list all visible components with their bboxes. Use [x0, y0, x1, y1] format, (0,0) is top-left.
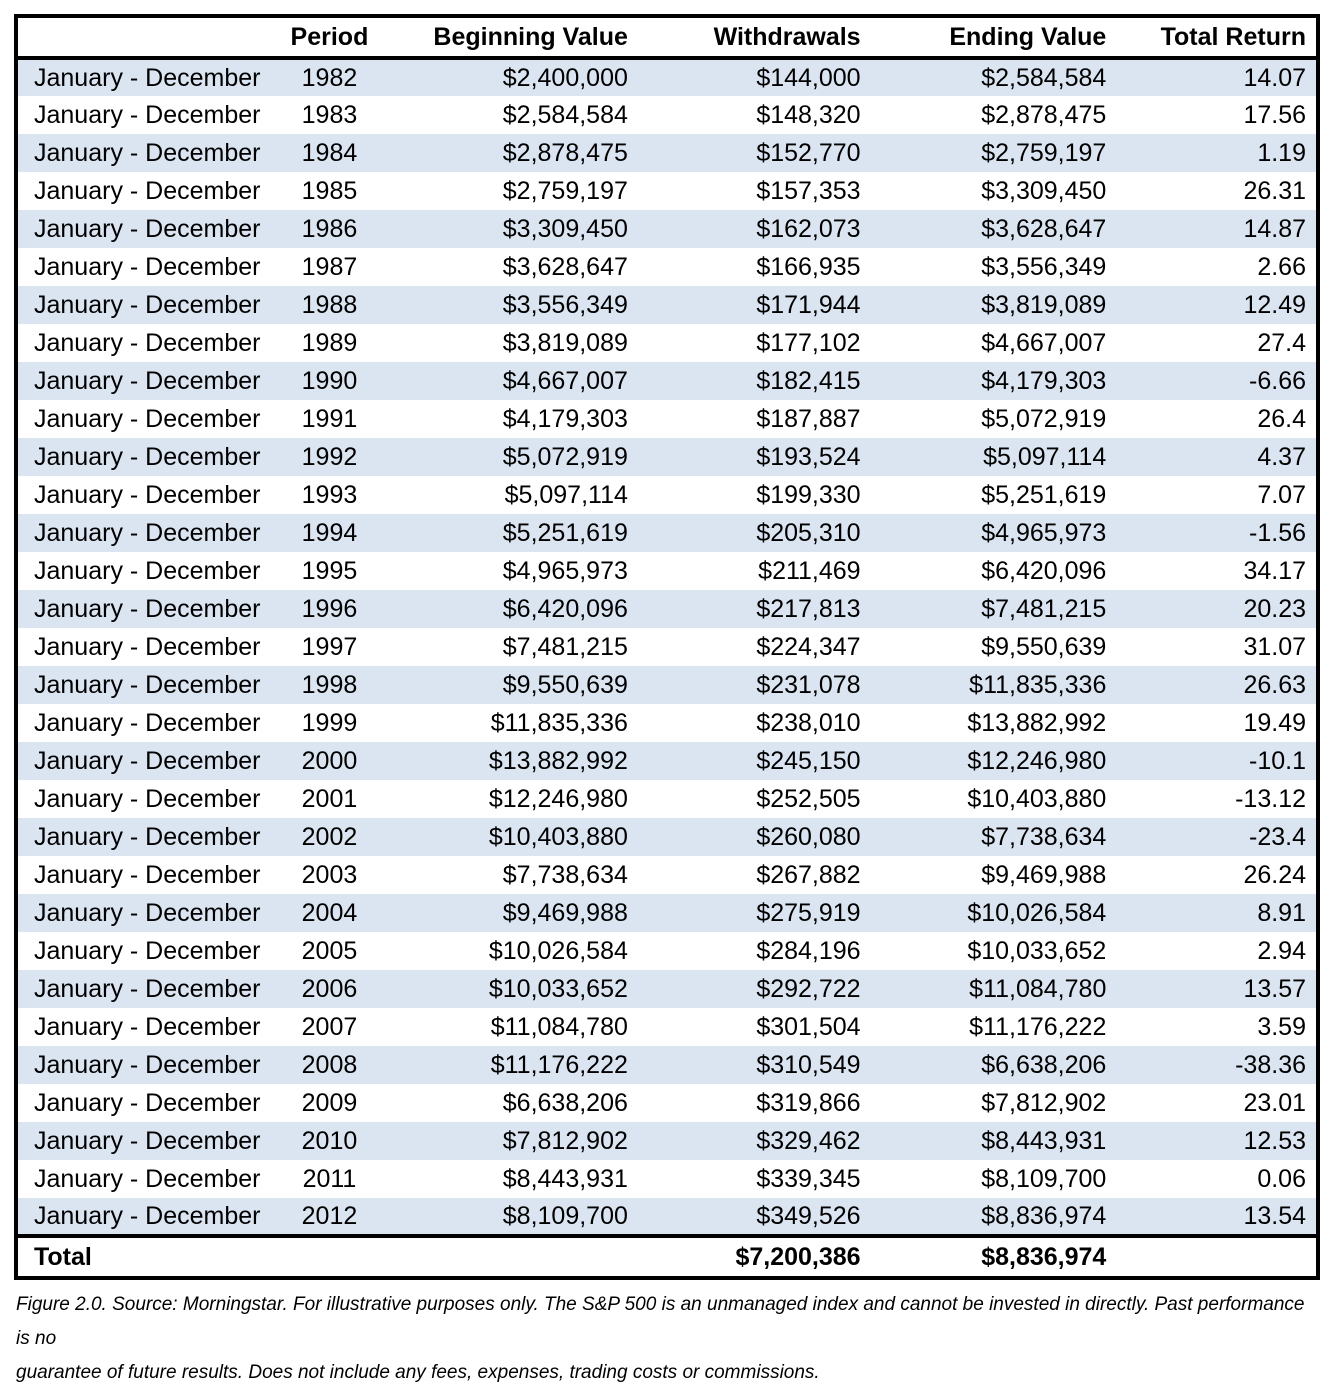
cell-period-label: January - December: [16, 818, 272, 856]
cell-beginning-value: $7,812,902: [387, 1122, 638, 1160]
cell-total-return: 14.87: [1116, 210, 1318, 248]
total-beginning-empty: [387, 1236, 638, 1278]
cell-beginning-value: $10,403,880: [387, 818, 638, 856]
table-row: [16, 1198, 1318, 1236]
cell-ending-value: $4,965,973: [871, 514, 1117, 552]
table-row: [16, 742, 1318, 780]
figure-caption: [16, 1288, 1318, 1389]
table-row: [16, 58, 1318, 96]
cell-beginning-value: $11,176,222: [387, 1046, 638, 1084]
cell-period-label: January - December: [34, 176, 261, 205]
header-ending-value: Ending Value: [871, 16, 1117, 58]
table-footer: [16, 1236, 1318, 1278]
cell-period: 2012: [272, 1198, 387, 1236]
cell-period: 2001: [301, 784, 358, 813]
table-row: [16, 438, 1318, 476]
cell-period-label: January - December: [34, 632, 261, 661]
table-row: [16, 704, 1318, 742]
cell-total-return: 26.4: [1257, 404, 1306, 433]
total-withdrawals: $7,200,386: [638, 1236, 871, 1278]
table-row: [16, 818, 1318, 856]
cell-beginning-value: $2,759,197: [502, 176, 628, 205]
cell-period-label: January - December: [34, 936, 261, 965]
total-row: [16, 1236, 1318, 1278]
cell-beginning-value: $10,026,584: [488, 936, 628, 965]
cell-ending-value: $2,759,197: [871, 134, 1117, 172]
table-row: [16, 286, 1318, 324]
header-empty: [16, 16, 272, 58]
table-row: [16, 96, 1318, 134]
cell-ending-value: $3,309,450: [981, 176, 1107, 205]
cell-period-label: January - December: [16, 970, 272, 1008]
cell-beginning-value: $6,420,096: [387, 590, 638, 628]
table-row: [16, 590, 1318, 628]
cell-withdrawals: $284,196: [756, 936, 861, 965]
cell-total-return: 26.63: [1116, 666, 1318, 704]
cell-ending-value: $9,469,988: [981, 860, 1107, 889]
cell-beginning-value: $2,584,584: [502, 100, 628, 129]
cell-total-return: 3.59: [1257, 1012, 1306, 1041]
cell-period: 1995: [301, 556, 358, 585]
cell-total-return: 17.56: [1243, 100, 1306, 129]
figure-caption-line1: Figure 2.0. Source: Morningstar. For illustrative purposes only. The S&P 500 is an unmanaged index and cannot be invested in directly. Past performance is no: [16, 1294, 1305, 1349]
header-withdrawals: Withdrawals: [638, 16, 871, 58]
cell-period: 2005: [301, 936, 358, 965]
cell-period: 2009: [301, 1088, 358, 1117]
table-row: [16, 210, 1318, 248]
cell-ending-value: $7,738,634: [871, 818, 1117, 856]
table-row: [16, 248, 1318, 286]
cell-period-label: January - December: [16, 362, 272, 400]
cell-beginning-value: $7,481,215: [502, 632, 628, 661]
cell-total-return: -13.12: [1235, 784, 1306, 813]
table-header: [16, 16, 1318, 58]
cell-period-label: January - December: [34, 860, 261, 889]
cell-period-label: January - December: [34, 784, 261, 813]
cell-total-return: 13.54: [1116, 1198, 1318, 1236]
cell-period: 2006: [272, 970, 387, 1008]
cell-withdrawals: $339,345: [756, 1164, 861, 1193]
table-row: [16, 362, 1318, 400]
cell-total-return: -1.56: [1116, 514, 1318, 552]
cell-withdrawals: $152,770: [638, 134, 871, 172]
cell-period: 1994: [272, 514, 387, 552]
cell-period-label: January - December: [34, 708, 261, 737]
cell-beginning-value: $5,251,619: [387, 514, 638, 552]
cell-beginning-value: $4,965,973: [502, 556, 628, 585]
cell-total-return: 26.31: [1243, 176, 1306, 205]
cell-period: 1989: [301, 328, 358, 357]
cell-withdrawals: $217,813: [638, 590, 871, 628]
cell-period-label: January - December: [16, 58, 272, 96]
table-row: [16, 932, 1318, 970]
cell-period: 1990: [272, 362, 387, 400]
cell-period: 1998: [272, 666, 387, 704]
cell-period: 1983: [301, 100, 358, 129]
cell-beginning-value: $9,469,988: [387, 894, 638, 932]
cell-period-label: January - December: [16, 514, 272, 552]
cell-beginning-value: $2,400,000: [387, 58, 638, 96]
cell-beginning-value: $5,072,919: [387, 438, 638, 476]
cell-beginning-value: $2,878,475: [387, 134, 638, 172]
cell-withdrawals: $157,353: [756, 176, 861, 205]
cell-withdrawals: $267,882: [756, 860, 861, 889]
cell-period-label: January - December: [34, 1164, 261, 1193]
cell-period: 2011: [302, 1164, 357, 1193]
cell-total-return: 23.01: [1243, 1088, 1306, 1117]
cell-withdrawals: $177,102: [756, 328, 861, 357]
cell-ending-value: $8,109,700: [981, 1164, 1107, 1193]
cell-period: 1982: [272, 58, 387, 96]
cell-period-label: January - December: [16, 894, 272, 932]
cell-total-return: -6.66: [1116, 362, 1318, 400]
cell-ending-value: $11,835,336: [871, 666, 1117, 704]
table-row: [16, 780, 1318, 818]
cell-total-return: 2.94: [1257, 936, 1306, 965]
cell-total-return: 8.91: [1116, 894, 1318, 932]
cell-total-return: 12.53: [1116, 1122, 1318, 1160]
total-period-empty: [272, 1236, 387, 1278]
cell-total-return: -10.1: [1116, 742, 1318, 780]
cell-period: 2000: [272, 742, 387, 780]
cell-period: 1999: [301, 708, 358, 737]
cell-withdrawals: $224,347: [756, 632, 861, 661]
cell-ending-value: $8,443,931: [871, 1122, 1117, 1160]
table-row: [16, 1122, 1318, 1160]
cell-total-return: 1.19: [1116, 134, 1318, 172]
cell-ending-value: $2,878,475: [981, 100, 1107, 129]
cell-withdrawals: $199,330: [756, 480, 861, 509]
cell-period: 2003: [301, 860, 358, 889]
cell-withdrawals: $148,320: [756, 100, 861, 129]
cell-withdrawals: $260,080: [638, 818, 871, 856]
table-row: [16, 1008, 1318, 1046]
cell-ending-value: $10,403,880: [967, 784, 1107, 813]
table-row: [16, 324, 1318, 362]
cell-total-return: 7.07: [1257, 480, 1306, 509]
cell-ending-value: $6,420,096: [981, 556, 1107, 585]
cell-beginning-value: $8,443,931: [502, 1164, 628, 1193]
cell-ending-value: $3,819,089: [871, 286, 1117, 324]
cell-withdrawals: $252,505: [756, 784, 861, 813]
cell-period-label: January - December: [34, 252, 261, 281]
cell-withdrawals: $275,919: [638, 894, 871, 932]
header-row: [16, 16, 1318, 58]
cell-ending-value: $10,033,652: [967, 936, 1107, 965]
cell-period: 2004: [272, 894, 387, 932]
cell-ending-value: $5,251,619: [981, 480, 1107, 509]
cell-ending-value: $3,556,349: [981, 252, 1107, 281]
table-row: [16, 628, 1318, 666]
cell-period-label: January - December: [16, 742, 272, 780]
table-row: [16, 400, 1318, 438]
table-row: [16, 1046, 1318, 1084]
table-row: [16, 1084, 1318, 1122]
cell-total-return: 20.23: [1116, 590, 1318, 628]
sp500-withdrawals-table: [14, 14, 1320, 1280]
cell-ending-value: $8,836,974: [871, 1198, 1117, 1236]
cell-total-return: 0.06: [1257, 1164, 1306, 1193]
cell-period: 1984: [272, 134, 387, 172]
cell-total-return: -23.4: [1116, 818, 1318, 856]
cell-period-label: January - December: [16, 1198, 272, 1236]
cell-period-label: January - December: [16, 1122, 272, 1160]
cell-beginning-value: $3,556,349: [387, 286, 638, 324]
cell-withdrawals: $162,073: [638, 210, 871, 248]
cell-beginning-value: $9,550,639: [387, 666, 638, 704]
cell-beginning-value: $3,628,647: [502, 252, 628, 281]
cell-ending-value: $11,176,222: [969, 1012, 1107, 1041]
cell-total-return: 31.07: [1243, 632, 1306, 661]
cell-withdrawals: $292,722: [638, 970, 871, 1008]
cell-ending-value: $6,638,206: [871, 1046, 1117, 1084]
table-row: [16, 666, 1318, 704]
cell-withdrawals: $238,010: [756, 708, 861, 737]
cell-total-return: 19.49: [1243, 708, 1306, 737]
cell-total-return: 34.17: [1243, 556, 1306, 585]
cell-withdrawals: $329,462: [638, 1122, 871, 1160]
table-row: [16, 552, 1318, 590]
cell-period-label: January - December: [16, 286, 272, 324]
cell-period: 2002: [272, 818, 387, 856]
cell-period: 1988: [272, 286, 387, 324]
cell-period: 1996: [272, 590, 387, 628]
cell-period-label: January - December: [16, 210, 272, 248]
cell-ending-value: $2,584,584: [871, 58, 1117, 96]
cell-ending-value: $11,084,780: [871, 970, 1117, 1008]
header-beginning-value: Beginning Value: [387, 16, 638, 58]
cell-period-label: January - December: [34, 556, 261, 585]
cell-period-label: January - December: [34, 328, 261, 357]
cell-beginning-value: $11,835,336: [490, 708, 628, 737]
cell-total-return: 12.49: [1116, 286, 1318, 324]
cell-beginning-value: $6,638,206: [502, 1088, 628, 1117]
cell-withdrawals: $166,935: [756, 252, 861, 281]
table-row: [16, 970, 1318, 1008]
table-row: [16, 172, 1318, 210]
table-row: [16, 894, 1318, 932]
cell-period: 1985: [301, 176, 358, 205]
cell-withdrawals: $301,504: [756, 1012, 861, 1041]
figure-caption-line2: guarantee of future results. Does not include any fees, expenses, trading costs or commissions.: [16, 1361, 820, 1383]
cell-period: 1991: [301, 404, 358, 433]
cell-withdrawals: $349,526: [638, 1198, 871, 1236]
cell-period: 1987: [301, 252, 358, 281]
cell-period-label: January - December: [34, 404, 261, 433]
cell-total-return: 13.57: [1116, 970, 1318, 1008]
cell-ending-value: $4,667,007: [981, 328, 1107, 357]
total-return-empty: [1116, 1236, 1318, 1278]
cell-total-return: 4.37: [1116, 438, 1318, 476]
cell-period: 2010: [272, 1122, 387, 1160]
cell-beginning-value: $13,882,992: [387, 742, 638, 780]
cell-period: 1992: [272, 438, 387, 476]
table-body: [16, 58, 1318, 1236]
cell-withdrawals: $171,944: [638, 286, 871, 324]
cell-ending-value: $5,072,919: [981, 404, 1107, 433]
cell-period-label: January - December: [16, 666, 272, 704]
cell-withdrawals: $245,150: [638, 742, 871, 780]
cell-period: 2008: [272, 1046, 387, 1084]
cell-beginning-value: $11,084,780: [490, 1012, 628, 1041]
total-ending-value: $8,836,974: [871, 1236, 1117, 1278]
cell-period-label: January - December: [16, 438, 272, 476]
cell-period-label: January - December: [34, 480, 261, 509]
table-row: [16, 1160, 1318, 1198]
total-label: Total: [16, 1236, 272, 1278]
cell-ending-value: $13,882,992: [967, 708, 1107, 737]
header-period: Period: [272, 16, 387, 58]
cell-withdrawals: $182,415: [638, 362, 871, 400]
cell-total-return: -38.36: [1116, 1046, 1318, 1084]
cell-total-return: 2.66: [1257, 252, 1306, 281]
cell-period: 2007: [301, 1012, 358, 1041]
table-row: [16, 476, 1318, 514]
cell-period-label: January - December: [34, 1012, 261, 1041]
cell-beginning-value: $4,667,007: [387, 362, 638, 400]
cell-period-label: January - December: [16, 1046, 272, 1084]
cell-ending-value: $5,097,114: [871, 438, 1117, 476]
cell-withdrawals: $205,310: [638, 514, 871, 552]
cell-period-label: January - December: [34, 100, 261, 129]
cell-beginning-value: $4,179,303: [502, 404, 628, 433]
cell-beginning-value: $7,738,634: [502, 860, 628, 889]
cell-ending-value: $4,179,303: [871, 362, 1117, 400]
cell-period-label: January - December: [34, 1088, 261, 1117]
cell-period: 1986: [272, 210, 387, 248]
cell-total-return: 27.4: [1257, 328, 1306, 357]
cell-beginning-value: $5,097,114: [504, 480, 628, 509]
cell-beginning-value: $8,109,700: [387, 1198, 638, 1236]
cell-withdrawals: $231,078: [638, 666, 871, 704]
cell-withdrawals: $193,524: [638, 438, 871, 476]
cell-withdrawals: $144,000: [638, 58, 871, 96]
cell-beginning-value: $3,819,089: [502, 328, 628, 357]
cell-withdrawals: $211,469: [758, 556, 861, 585]
cell-period-label: January - December: [16, 134, 272, 172]
cell-ending-value: $12,246,980: [871, 742, 1117, 780]
cell-period: 1993: [301, 480, 358, 509]
cell-total-return: 14.07: [1116, 58, 1318, 96]
cell-total-return: 26.24: [1243, 860, 1306, 889]
cell-beginning-value: $12,246,980: [488, 784, 628, 813]
cell-ending-value: $10,026,584: [871, 894, 1117, 932]
cell-withdrawals: $310,549: [638, 1046, 871, 1084]
cell-withdrawals: $319,866: [756, 1088, 861, 1117]
cell-ending-value: $9,550,639: [981, 632, 1107, 661]
cell-period: 1997: [301, 632, 358, 661]
cell-beginning-value: $10,033,652: [387, 970, 638, 1008]
cell-ending-value: $7,812,902: [981, 1088, 1107, 1117]
cell-withdrawals: $187,887: [756, 404, 861, 433]
table-row: [16, 856, 1318, 894]
table-row: [16, 134, 1318, 172]
cell-beginning-value: $3,309,450: [387, 210, 638, 248]
header-total-return: Total Return: [1116, 16, 1318, 58]
cell-ending-value: $7,481,215: [871, 590, 1117, 628]
cell-ending-value: $3,628,647: [871, 210, 1117, 248]
table-row: [16, 514, 1318, 552]
cell-period-label: January - December: [16, 590, 272, 628]
